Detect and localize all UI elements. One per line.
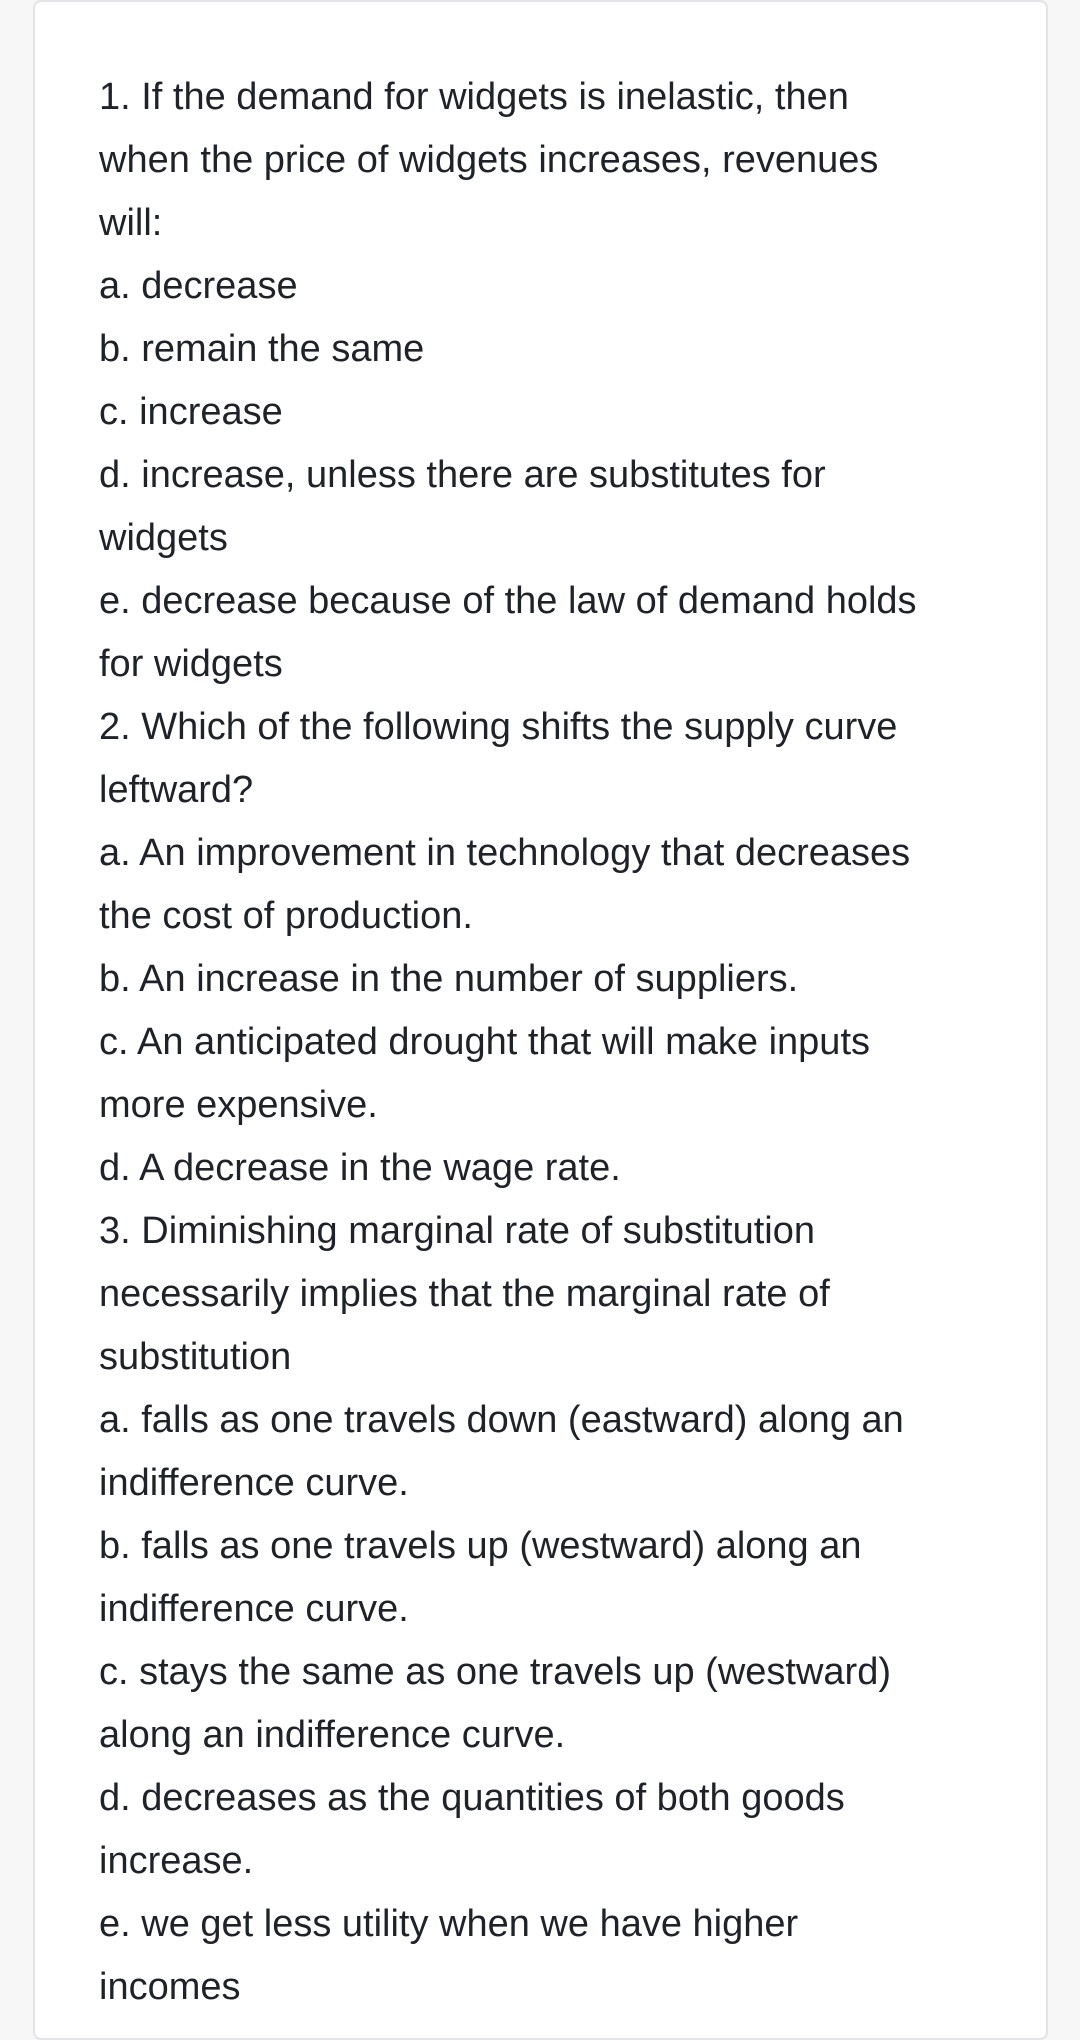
text-line: for widgets bbox=[99, 643, 283, 685]
text-line: c. An anticipated drought that will make inputs bbox=[99, 1021, 871, 1063]
text-line: more expensive. bbox=[99, 1084, 378, 1126]
text-line: c. increase bbox=[99, 391, 283, 433]
text-line: d. decreases as the quantities of both goods bbox=[99, 1777, 845, 1819]
text-line: along an indifference curve. bbox=[99, 1714, 566, 1756]
text-line: c. stays the same as one travels up (westward) bbox=[99, 1651, 891, 1693]
text-line: 1. If the demand for widgets is inelastic, then bbox=[99, 76, 849, 118]
text-line: indifference curve. bbox=[99, 1588, 409, 1630]
text-line: incomes bbox=[99, 1966, 241, 2008]
text-line: will: bbox=[99, 202, 163, 244]
text-line: necessarily implies that the marginal rate of bbox=[99, 1273, 830, 1315]
text-line: a. decrease bbox=[99, 265, 298, 307]
text-line: e. decrease because of the law of demand holds bbox=[99, 580, 917, 622]
text-line: widgets bbox=[99, 517, 228, 559]
text-line: substitution bbox=[99, 1336, 292, 1378]
text-line: indifference curve. bbox=[99, 1462, 409, 1504]
text-line: increase. bbox=[99, 1840, 254, 1882]
text-line: b. falls as one travels up (westward) along an bbox=[99, 1525, 862, 1567]
text-line: when the price of widgets increases, revenues bbox=[99, 139, 879, 181]
text-line: e. we get less utility when we have higher bbox=[99, 1903, 799, 1945]
text-line: d. increase, unless there are substitutes for bbox=[99, 454, 826, 496]
text-line: leftward? bbox=[99, 769, 254, 811]
question-card bbox=[33, 0, 1048, 2040]
text-line: 2. Which of the following shifts the supply curve bbox=[99, 706, 898, 748]
text-line: the cost of production. bbox=[99, 895, 473, 937]
text-line: a. An improvement in technology that decreases bbox=[99, 832, 911, 874]
text-line: b. remain the same bbox=[99, 328, 425, 370]
text-line: b. An increase in the number of suppliers. bbox=[99, 958, 799, 1000]
text-line: a. falls as one travels down (eastward) along an bbox=[99, 1399, 904, 1441]
text-line: 3. Diminishing marginal rate of substitution bbox=[99, 1210, 816, 1252]
text-line: d. A decrease in the wage rate. bbox=[99, 1147, 621, 1189]
